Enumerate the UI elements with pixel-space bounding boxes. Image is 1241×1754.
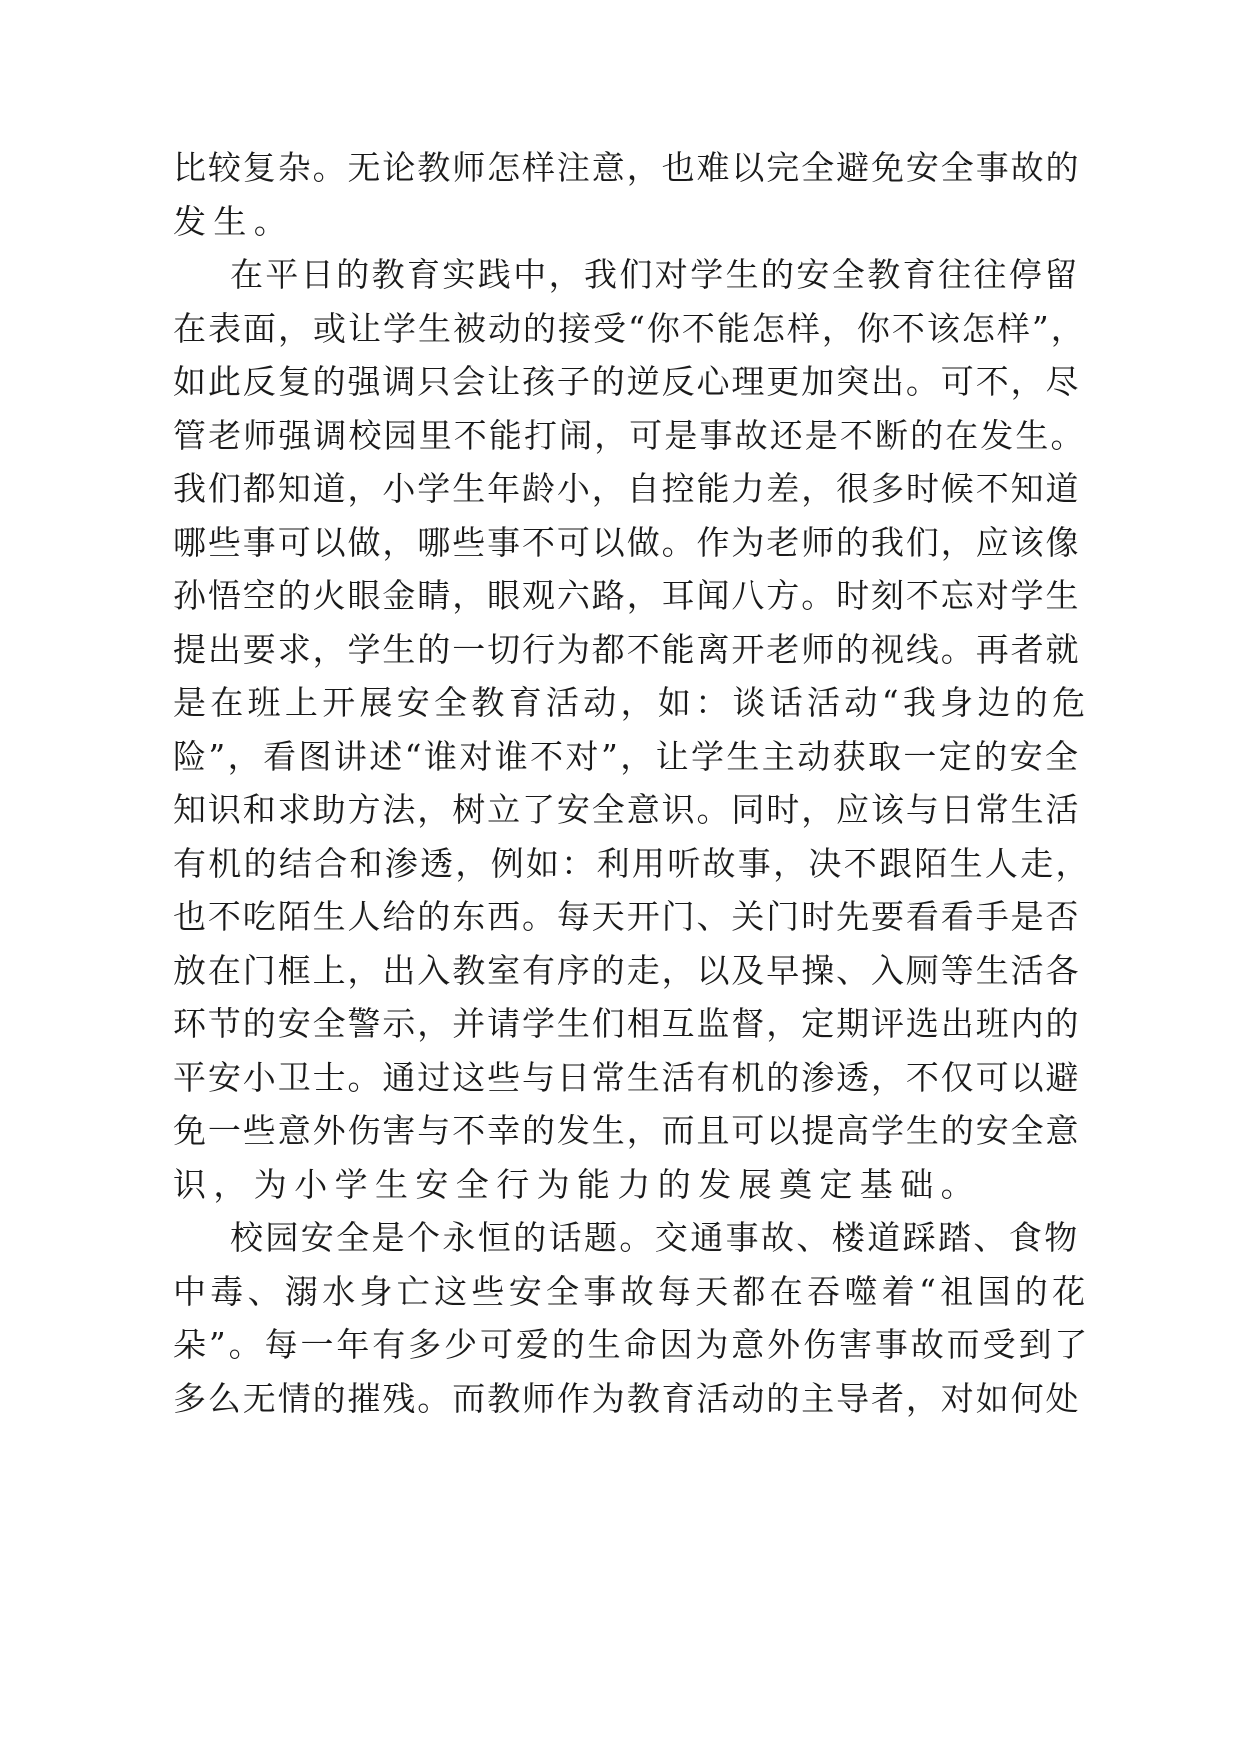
text-line xyxy=(0,1101,1241,1161)
text-line xyxy=(0,352,1241,412)
text-line xyxy=(0,727,1241,787)
text-line xyxy=(0,299,1241,359)
text-line-content: 放在门框上，出入教室有序的走，以及早操、入厕等生活各 xyxy=(173,951,1081,990)
text-line xyxy=(0,620,1241,680)
text-line-content: 免一些意外伤害与不幸的发生，而且可以提高学生的安全意 xyxy=(173,1111,1081,1150)
text-line xyxy=(0,1208,1241,1268)
text-line-content: 提出要求，学生的一切行为都不能离开老师的视线。再者就 xyxy=(173,630,1081,669)
text-line xyxy=(0,673,1241,733)
text-line xyxy=(0,245,1241,305)
text-line-content: 多么无情的摧残。而教师作为教育活动的主导者，对如何处 xyxy=(173,1379,1081,1418)
text-line-content: 如此反复的强调只会让孩子的逆反心理更加突出。可不，尽 xyxy=(173,362,1081,401)
text-line-content: 知识和求助方法，树立了安全意识。同时，应该与日常生活 xyxy=(173,790,1081,829)
text-line xyxy=(0,1155,1241,1215)
text-line-content: 孙悟空的火眼金睛，眼观六路，耳闻八方。时刻不忘对学生 xyxy=(173,576,1081,615)
text-line-content: 平安小卫士。通过这些与日常生活有机的渗透，不仅可以避 xyxy=(173,1058,1081,1097)
text-line xyxy=(0,566,1241,626)
text-line-content: 环节的安全警示，并请学生们相互监督，定期评选出班内的 xyxy=(173,1004,1081,1043)
text-line-content: 也不吃陌生人给的东西。每天开门、关门时先要看看手是否 xyxy=(173,897,1081,936)
text-line xyxy=(0,941,1241,1001)
text-line-content: 在表面，或让学生被动的接受“你不能怎样，你不该怎样”， xyxy=(173,309,1086,348)
text-line xyxy=(0,780,1241,840)
text-line-content: 是在班上开展安全教育活动，如：谈话活动“我身边的危 xyxy=(173,683,1090,722)
text-line xyxy=(0,834,1241,894)
text-line xyxy=(0,994,1241,1054)
text-line-content: 险”，看图讲述“谁对谁不对”，让学生主动获取一定的安全 xyxy=(173,737,1081,776)
text-line-content: 管老师强调校园里不能打闹，可是事故还是不断的在发生。 xyxy=(173,416,1086,455)
text-line-content: 朵”。每一年有多少可爱的生命因为意外伤害事故而受到了 xyxy=(173,1325,1091,1364)
text-line-content: 在平日的教育实践中，我们对学生的安全教育往往停留 xyxy=(230,255,1080,294)
text-line-content: 校园安全是个永恒的话题。交通事故、楼道踩踏、食物 xyxy=(230,1218,1080,1257)
text-line xyxy=(0,406,1241,466)
text-line xyxy=(0,887,1241,947)
text-line-content: 识，为小学生安全行为能力的发展奠定基础。 xyxy=(173,1165,981,1204)
text-line-content: 中毒、溺水身亡这些安全事故每天都在吞噬着“祖国的花 xyxy=(173,1272,1090,1311)
text-line-content: 哪些事可以做，哪些事不可以做。作为老师的我们，应该像 xyxy=(173,523,1081,562)
text-line xyxy=(0,459,1241,519)
text-line xyxy=(0,1262,1241,1322)
text-line-content: 发生。 xyxy=(173,202,295,241)
text-line xyxy=(0,1048,1241,1108)
text-line xyxy=(0,138,1241,198)
text-line xyxy=(0,1369,1241,1429)
text-line xyxy=(0,192,1241,252)
text-line xyxy=(0,1315,1241,1375)
text-line-content: 有机的结合和渗透，例如：利用听故事，决不跟陌生人走， xyxy=(173,844,1091,883)
text-line xyxy=(0,513,1241,573)
text-line-content: 比较复杂。无论教师怎样注意，也难以完全避免安全事故的 xyxy=(173,148,1081,187)
text-line-content: 我们都知道，小学生年龄小，自控能力差，很多时候不知道 xyxy=(173,469,1081,508)
